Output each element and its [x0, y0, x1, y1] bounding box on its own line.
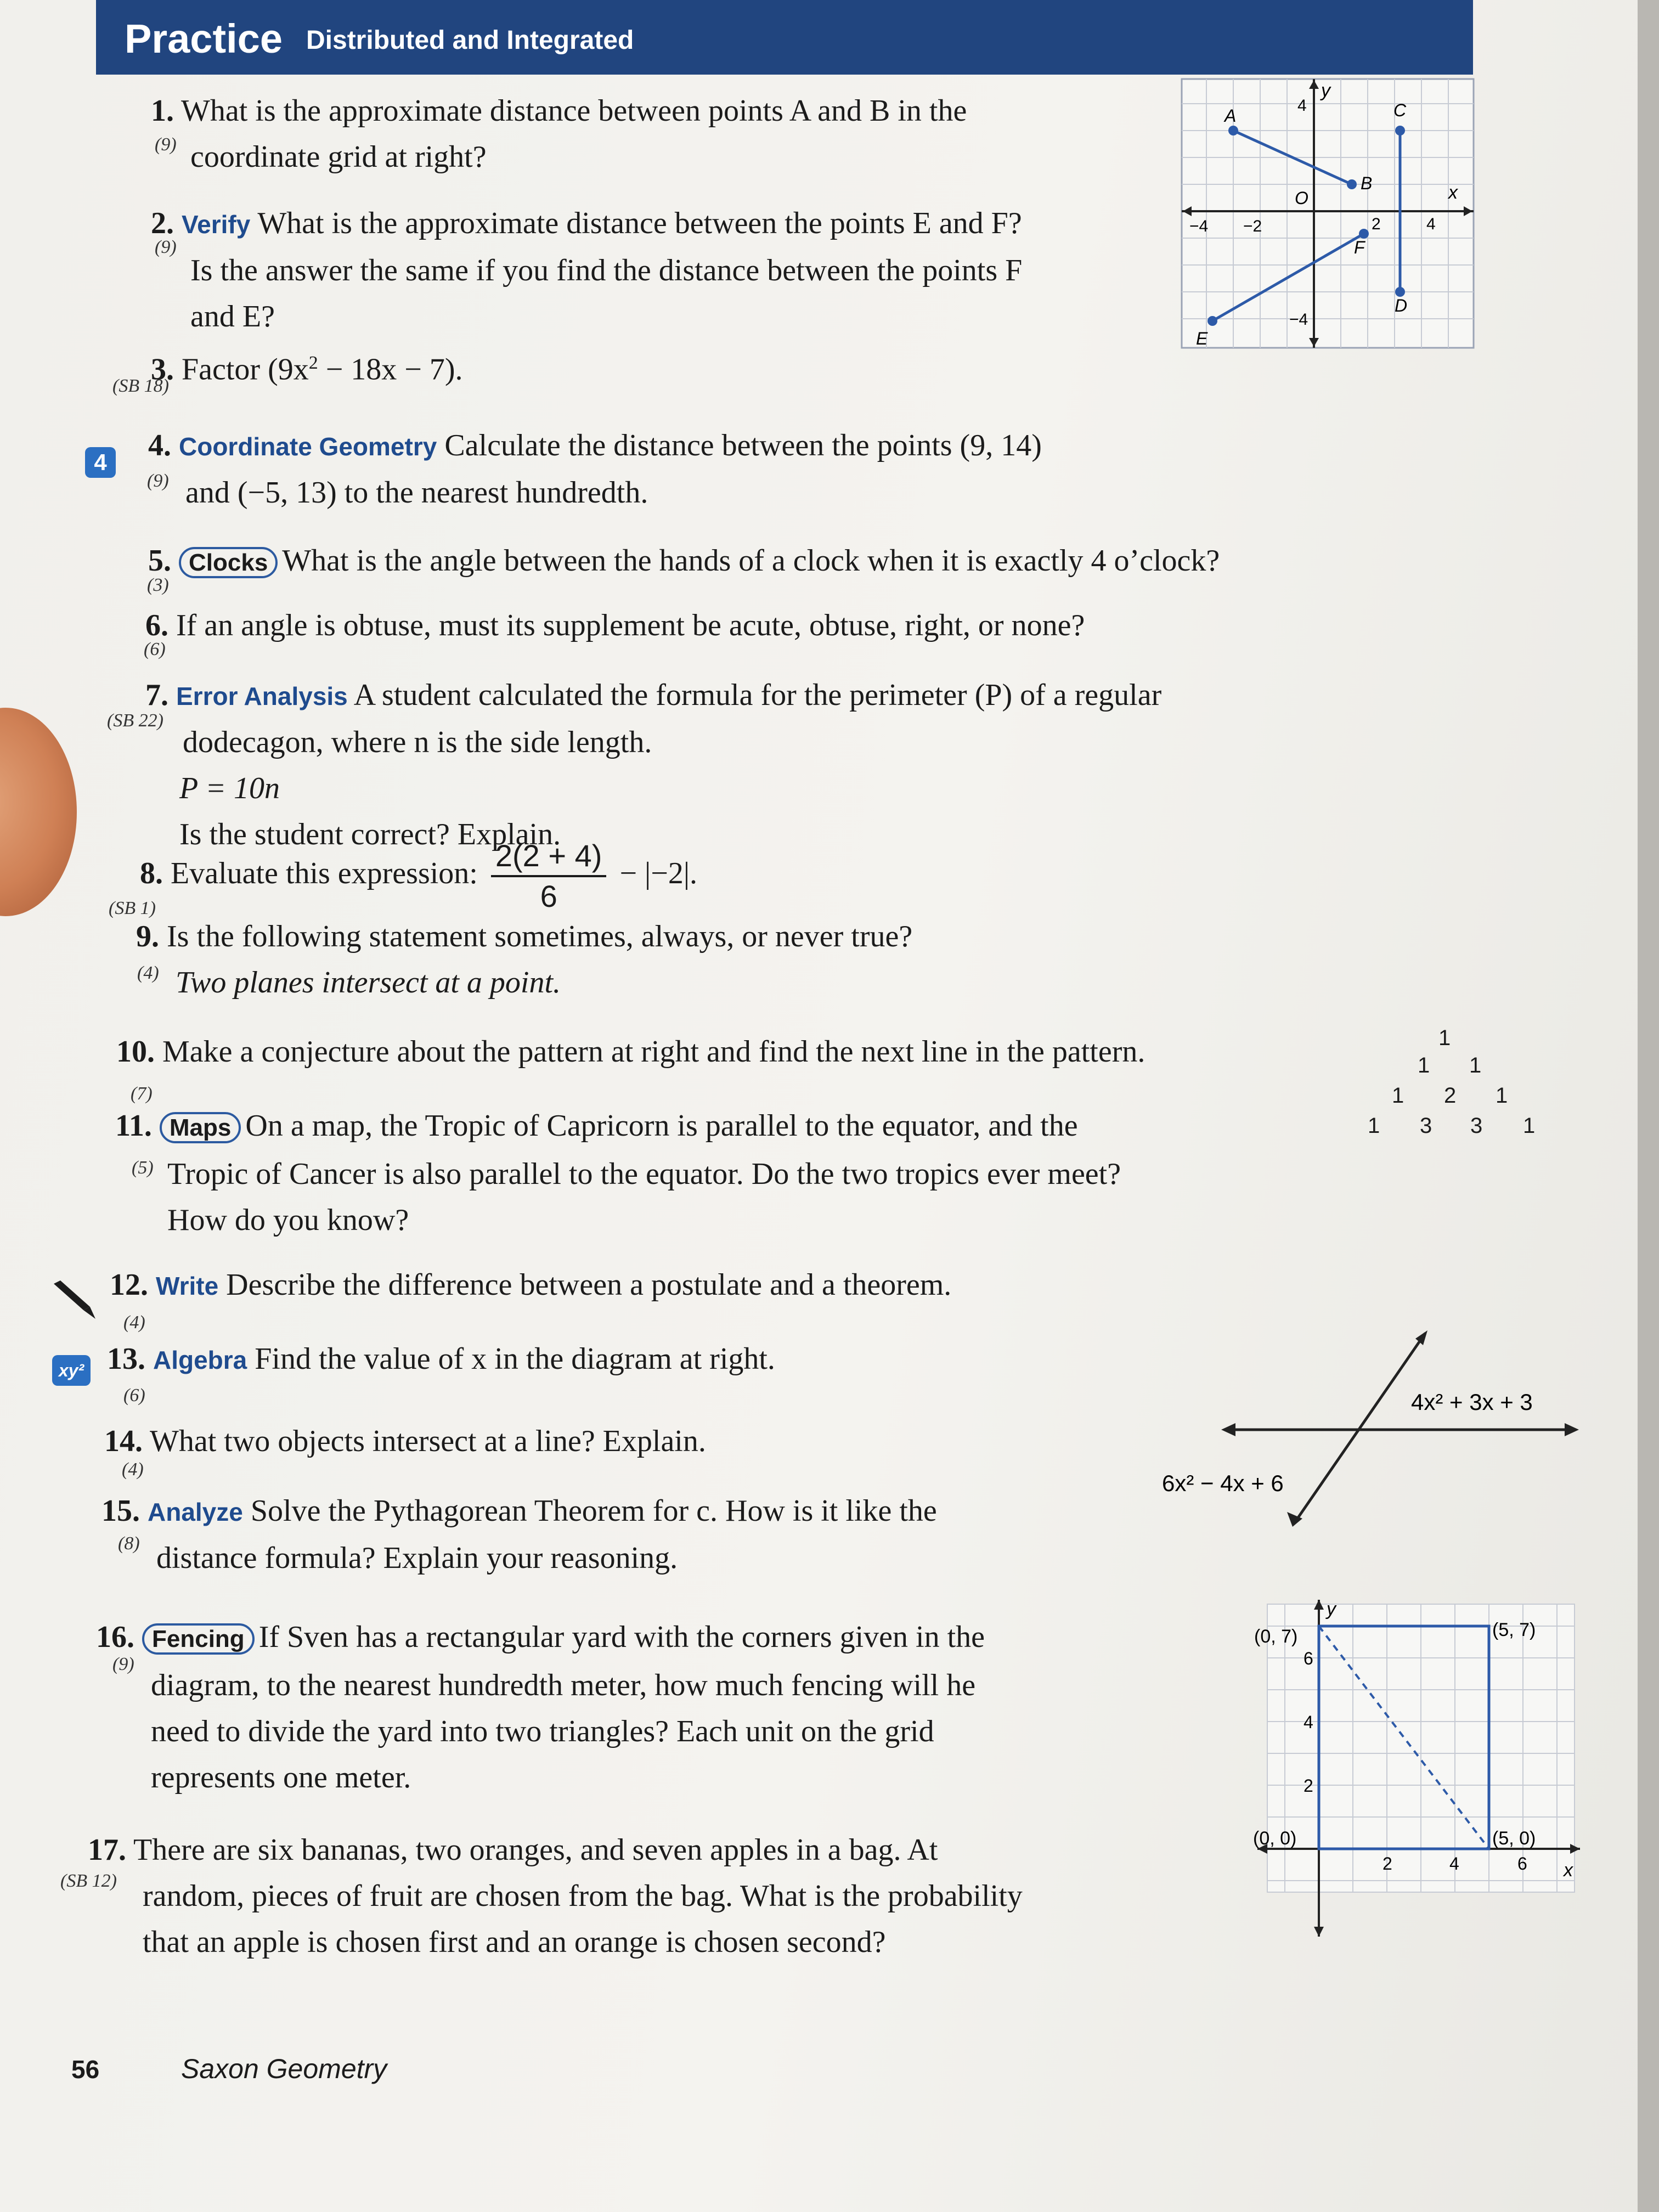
tick-label: 4: [1449, 1854, 1459, 1874]
question-16: 16. Fencing If Sven has a rectangular yard with the corners given in the diagram, to the nearest hundredth meter, how much fencing will he need to divide the yard into two triangles? Each unit on the grid represents one meter.: [96, 1620, 985, 1795]
question-12: 12. Write Describe the difference between a postulate and a theorem.: [110, 1268, 952, 1302]
keyword: Write: [156, 1272, 219, 1300]
corner-label: (5, 0): [1492, 1828, 1536, 1849]
point-e: [1207, 316, 1217, 326]
pascal-entry: 1: [1418, 1053, 1430, 1077]
question-ref: (9): [155, 134, 177, 155]
tick-label: 4: [1297, 97, 1307, 115]
question-13: 13. Algebra Find the value of x in the diagram at right.: [107, 1342, 775, 1376]
question-ref: (SB 18): [112, 376, 169, 396]
tick-label: 2: [1304, 1776, 1313, 1796]
pascal-entry: 1: [1392, 1084, 1404, 1108]
point-label-c: C: [1393, 100, 1407, 120]
keyword: Algebra: [153, 1346, 247, 1374]
corner-label: (5, 7): [1492, 1620, 1536, 1640]
axis-label-y: y: [1327, 1599, 1336, 1620]
keyword: Verify: [182, 210, 251, 239]
point-c: [1395, 126, 1405, 136]
point-label-d: D: [1395, 296, 1408, 315]
question-5: 5. Clocks What is the angle between the hands of a clock when it is exactly 4 o’clock?: [148, 544, 1220, 578]
question-ref: (3): [147, 575, 169, 595]
pascal-entry: 3: [1470, 1114, 1483, 1138]
clocks-tag: Clocks: [179, 547, 278, 578]
point-label-a: A: [1224, 106, 1237, 126]
tick-label: 6: [1304, 1649, 1313, 1668]
question-4: 4. Coordinate Geometry Calculate the distance between the points (9, 14) and (−5, 13) to the nearest hundredth.: [148, 428, 1042, 510]
corner-label: (0, 0): [1253, 1828, 1297, 1849]
tick-label: 2: [1372, 215, 1381, 233]
tick-label: 6: [1517, 1854, 1527, 1874]
pascal-entry: 1: [1438, 1026, 1451, 1050]
question-3: 3. Factor $(9x^2 - 18x - 7)$.: [151, 352, 463, 387]
question-ref: (7): [131, 1084, 153, 1104]
question-15: 15. Analyze Solve the Pythagorean Theorem for c. How is it like the distance formula? Explain your reasoning.: [101, 1494, 937, 1575]
question-ref: (5): [132, 1158, 154, 1178]
keyword: Error Analysis: [176, 682, 348, 710]
axis-label-y: y: [1321, 80, 1330, 101]
tick-label: −2: [1243, 217, 1262, 235]
angle-label-top: 4x² + 3x + 3: [1411, 1389, 1533, 1415]
question-ref: (8): [118, 1533, 140, 1554]
question-1: 1. What is the approximate distance between points A and B in the coordinate grid at right?: [151, 94, 967, 174]
maps-tag: Maps: [160, 1112, 241, 1143]
fraction: $\frac{2(2 + 4)}{6}$: [491, 837, 607, 916]
question-ref: (SB 22): [107, 710, 163, 731]
question-9: 9. Is the following statement sometimes, always, or never true? Two planes intersect at a point.: [136, 919, 913, 1000]
header-subtitle: Distributed and Integrated: [306, 26, 634, 55]
question-2: 2. Verify What is the approximate distance between the points E and F? Is the answer the same if you find the distance between the points F and E?: [151, 206, 1023, 334]
origin-label: O: [1295, 188, 1308, 208]
question-ref: (4): [122, 1459, 144, 1480]
point-label-f: F: [1354, 238, 1365, 257]
point-b: [1347, 179, 1357, 189]
question-7: 7. Error Analysis A student calculated the formula for the perimeter (P) of a regular dodecagon, where n is the side length. P = 10n Is the student correct? Explain.: [145, 678, 1162, 851]
question-ref: (6): [123, 1385, 145, 1406]
header-title: Practice: [125, 16, 283, 61]
book-title: Saxon Geometry: [181, 2053, 387, 2084]
question-ref: (9): [112, 1654, 134, 1674]
question-14: 14. What two objects intersect at a line? Explain.: [104, 1424, 706, 1458]
coordinate-grid-16: [1251, 1596, 1591, 1948]
question-ref: (9): [155, 237, 177, 257]
angle-label-left: 6x² − 4x + 6: [1162, 1470, 1284, 1496]
tick-label: −4: [1289, 311, 1308, 329]
point-a: [1228, 126, 1238, 136]
question-ref: (SB 12): [60, 1871, 117, 1891]
keyword: Analyze: [148, 1498, 243, 1526]
header-banner: [96, 0, 1473, 75]
q4-icon: 4: [85, 447, 116, 478]
axis-label-x: x: [1448, 182, 1458, 203]
question-ref: (4): [137, 963, 159, 983]
question-10: 10. Make a conjecture about the pattern at right and find the next line in the pattern.: [116, 1035, 1146, 1069]
question-8: 8. Evaluate this expression: $\frac{2(2 + 4)}{6}$ − |−2|.: [140, 837, 697, 916]
pascal-entry: 1: [1496, 1084, 1508, 1108]
tick-label: 4: [1304, 1712, 1313, 1732]
tick-label: 4: [1426, 215, 1436, 233]
axis-label-x: x: [1564, 1860, 1573, 1881]
intersecting-lines-diagram: [1152, 1317, 1580, 1536]
question-6: 6. If an angle is obtuse, must its supplement be acute, obtuse, right, or none?: [145, 608, 1085, 642]
question-ref: (SB 1): [109, 898, 156, 918]
pascal-entry: 1: [1368, 1114, 1380, 1138]
question-ref: (4): [123, 1312, 145, 1333]
question-11: 11. Maps On a map, the Tropic of Capricorn is parallel to the equator, and the Tropic of Cancer is also parallel to the equator. Do the two tropics ever meet? How do you know?: [115, 1109, 1121, 1237]
pascal-entry: 3: [1420, 1114, 1432, 1138]
keyword: Coordinate Geometry: [179, 432, 437, 461]
tick-label: 2: [1383, 1854, 1392, 1874]
point-label-e: E: [1196, 329, 1208, 348]
fencing-tag: Fencing: [142, 1623, 255, 1655]
page-number: 56: [71, 2055, 100, 2084]
question-17: 17. There are six bananas, two oranges, and seven apples in a bag. At random, pieces of fruit are chosen from the bag. What is the probability that an apple is chosen first and an orange is chosen second?: [88, 1833, 1023, 1959]
corner-label: (0, 7): [1254, 1626, 1298, 1647]
pascal-entry: 2: [1444, 1084, 1457, 1108]
question-ref: (9): [147, 471, 169, 491]
pascal-entry: 1: [1469, 1053, 1482, 1077]
pencil-icon: [50, 1278, 100, 1322]
pascal-entry: 1: [1523, 1114, 1536, 1138]
tick-label: −4: [1189, 217, 1209, 235]
coordinate-grid-1: [1180, 77, 1476, 351]
point-label-b: B: [1361, 173, 1373, 193]
algebra-icon: xy²: [52, 1355, 91, 1386]
question-ref: (6): [144, 639, 166, 659]
thumb: [0, 708, 77, 916]
